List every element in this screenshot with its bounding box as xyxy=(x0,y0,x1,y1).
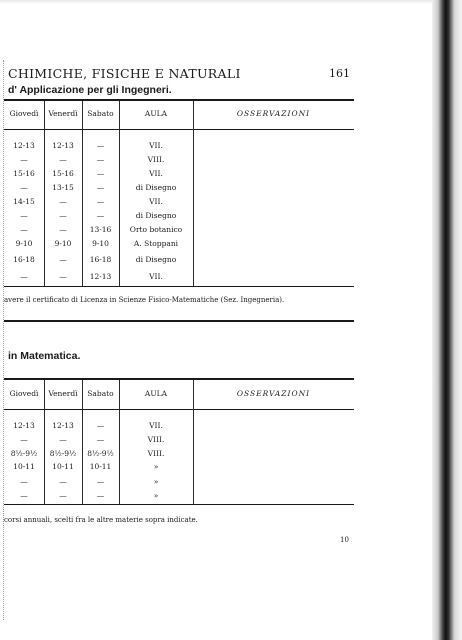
cell-venerdi: — xyxy=(59,435,67,444)
cell-sabato: — xyxy=(96,197,105,206)
section2-header-venerdi: Venerdì xyxy=(48,389,78,398)
cell-giovedi: — xyxy=(20,491,28,500)
cell-giovedi: — xyxy=(20,272,28,281)
section2-header-sabato: Sabato xyxy=(87,389,114,398)
cell-sabato: — xyxy=(96,183,105,192)
section1-bottom-rule xyxy=(4,286,354,287)
cell-giovedi: 16-18 xyxy=(13,255,35,264)
section2-header-giovedi: Giovedì xyxy=(9,389,39,398)
cell-aula: VIII. xyxy=(147,435,165,444)
book-binding-edge xyxy=(432,0,462,640)
cell-venerdi: — xyxy=(59,225,67,234)
cell-venerdi: 13-15 xyxy=(52,183,74,192)
section1-col-divider xyxy=(193,101,194,286)
cell-sabato: — xyxy=(96,169,105,178)
cell-sabato: 10-11 xyxy=(89,462,112,471)
cell-giovedi: — xyxy=(20,211,28,220)
section1-header-sabato: Sabato xyxy=(87,109,114,118)
cell-venerdi: — xyxy=(59,155,67,164)
cell-giovedi: 9-10 xyxy=(15,239,33,248)
section1-header-giovedi: Giovedì xyxy=(9,109,39,118)
cell-sabato: — xyxy=(96,421,105,430)
cell-giovedi: 14-15 xyxy=(13,197,35,206)
cell-sabato: — xyxy=(96,435,105,444)
cell-giovedi: — xyxy=(20,183,28,192)
cell-venerdi: 9-10 xyxy=(54,239,72,248)
cell-venerdi: 10-11 xyxy=(52,462,74,471)
cell-aula: di Disegno xyxy=(135,255,177,264)
cell-aula: » xyxy=(153,462,159,471)
cell-venerdi: — xyxy=(59,272,67,281)
section2-bottom-rule xyxy=(4,504,354,505)
cell-venerdi: — xyxy=(59,255,67,264)
cell-giovedi: — xyxy=(20,155,28,164)
cell-venerdi: — xyxy=(59,491,67,500)
signature-mark: 10 xyxy=(340,536,349,544)
cell-giovedi: 15-16 xyxy=(13,169,35,178)
section2-header-osservazioni: OSSERVAZIONI xyxy=(236,389,311,398)
cell-venerdi: — xyxy=(59,477,67,486)
cell-venerdi: 15-16 xyxy=(52,169,74,178)
cell-sabato: — xyxy=(96,141,105,150)
section1-header-rule xyxy=(4,129,354,130)
cell-giovedi: 12-13 xyxy=(13,141,35,150)
section2-top-rule xyxy=(4,378,354,380)
cell-giovedi: — xyxy=(20,477,28,486)
section1-note: avere il certificato di Licenza in Scienze Fisico-Matematiche (Sez. Ingegneria). xyxy=(4,296,285,304)
cell-aula: Orto botanico xyxy=(129,225,183,234)
cell-venerdi: 12-13 xyxy=(52,141,74,150)
cell-aula: A. Stoppani xyxy=(133,239,179,248)
section1-header-osservazioni: OSSERVAZIONI xyxy=(236,109,311,118)
cell-venerdi: — xyxy=(59,211,67,220)
section2-title: in Matematica. xyxy=(8,350,81,362)
cell-sabato: — xyxy=(96,155,105,164)
section1-header-aula: AULA xyxy=(144,109,168,118)
cell-venerdi: 12-13 xyxy=(52,421,74,430)
section2-header-aula: AULA xyxy=(144,389,168,398)
cell-sabato: 12-13 xyxy=(89,272,112,281)
page-number: 161 xyxy=(329,67,350,80)
section1-header-venerdi: Venerdì xyxy=(48,109,78,118)
cell-giovedi: — xyxy=(20,225,28,234)
section1-title: d' Applicazione per gli Ingegneri. xyxy=(8,84,172,96)
cell-aula: VII. xyxy=(149,272,163,281)
section2-header-rule xyxy=(4,409,354,410)
scan-edge-top xyxy=(0,0,440,4)
cell-giovedi: — xyxy=(20,435,28,444)
cell-sabato: 8½-9½ xyxy=(87,449,114,458)
cell-aula: » xyxy=(153,477,159,486)
cell-giovedi: 8½-9½ xyxy=(10,449,38,458)
cell-venerdi: — xyxy=(59,197,67,206)
cell-aula: VII. xyxy=(149,197,163,206)
cell-sabato: — xyxy=(96,491,105,500)
cell-aula: VIII. xyxy=(147,155,165,164)
cell-giovedi: 10-11 xyxy=(13,462,35,471)
cell-sabato: 13-16 xyxy=(89,225,112,234)
cell-aula: VII. xyxy=(149,141,163,150)
cell-sabato: — xyxy=(96,211,105,220)
page-header-title: CHIMICHE, FISICHE E NATURALI xyxy=(8,66,241,81)
cell-aula: di Disegno xyxy=(135,211,177,220)
cell-sabato: — xyxy=(96,477,105,486)
cell-aula: VIII. xyxy=(147,449,165,458)
section-separator-rule xyxy=(4,320,354,322)
cell-venerdi: 8½-9½ xyxy=(49,449,77,458)
section1-top-rule xyxy=(4,99,354,101)
cell-sabato: 9-10 xyxy=(92,239,109,248)
section2-col-divider xyxy=(193,380,194,504)
cell-aula: di Disegno xyxy=(135,183,177,192)
cell-aula: VII. xyxy=(149,421,163,430)
cell-sabato: 16-18 xyxy=(89,255,112,264)
cell-aula: » xyxy=(153,491,159,500)
cell-giovedi: 12-13 xyxy=(13,421,35,430)
cell-aula: VII. xyxy=(149,169,163,178)
section2-note: corsi annuali, scelti fra le altre materie sopra indicate. xyxy=(4,516,198,524)
